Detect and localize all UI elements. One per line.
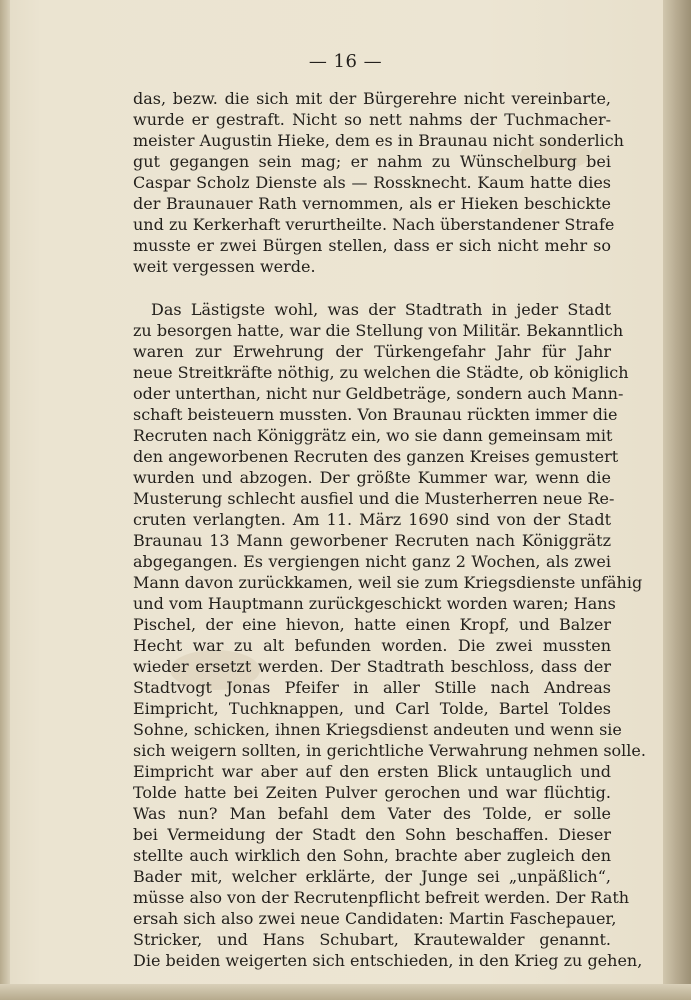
text-line: ersah sich also zwei neue Candidaten: Martin Faschepauer,: [133, 909, 617, 928]
text-line: neue Streitkräfte nöthig, zu welchen die Städte, ob königlich: [133, 363, 629, 382]
text-line: Recruten nach Königgrätz ein, wo sie dann gemeinsam mit: [133, 426, 613, 445]
text-line: zu besorgen hatte, war die Stellung von Militär. Bekanntlich: [133, 321, 624, 340]
page-binding-shadow: [0, 0, 10, 1000]
text-line: Hecht war zu alt befunden worden. Die zwei mussten: [133, 636, 611, 655]
text-line: Stadtvogt Jonas Pfeifer in aller Stille nach Andreas: [133, 678, 611, 697]
text-line: cruten verlangten. Am 11. März 1690 sind von der Stadt: [133, 510, 611, 529]
text-line: Die beiden weigerten sich entschieden, in den Krieg zu gehen,: [133, 951, 643, 970]
text-line: Caspar Scholz Dienste als — Rossknecht. Kaum hatte dies: [133, 173, 611, 192]
text-line: gut gegangen sein mag; er nahm zu Wünschelburg bei: [133, 152, 611, 171]
text-line: Das Lästigste wohl, was der Stadtrath in jeder Stadt: [151, 300, 611, 319]
text-line: bei Vermeidung der Stadt den Sohn beschaffen. Dieser: [133, 825, 611, 844]
text-line: sich weigern sollten, in gerichtliche Verwahrung nehmen solle.: [133, 741, 646, 760]
page-bottom-edge: [0, 984, 691, 1000]
text-line: und vom Hauptmann zurückgeschickt worden waren; Hans: [133, 594, 616, 613]
text-line: weit vergessen werde.: [133, 257, 316, 276]
text-line: musste er zwei Bürgen stellen, dass er sich nicht mehr so: [133, 236, 611, 255]
text-line: Bader mit, welcher erklärte, der Junge sei „unpäßlich“,: [133, 867, 611, 886]
page-text: [133, 88, 646, 971]
page-right-edge: [663, 0, 691, 1000]
text-line: schaft beisteuern mussten. Von Braunau rückten immer die: [133, 405, 618, 424]
text-line: oder unterthan, nicht nur Geldbeträge, sondern auch Mann-: [133, 384, 624, 403]
text-line: der Braunauer Rath vernommen, als er Hieken beschickte: [133, 194, 611, 213]
text-line: Pischel, der eine hievon, hatte einen Kropf, und Balzer: [133, 615, 611, 634]
text-line: abgegangen. Es vergiengen nicht ganz 2 Wochen, als zwei: [133, 552, 611, 571]
text-line: stellte auch wirklich den Sohn, brachte aber zugleich den: [133, 846, 611, 865]
text-line: Braunau 13 Mann geworbener Recruten nach Königgrätz: [133, 531, 611, 550]
paragraph: [133, 299, 646, 971]
text-line: müsse also von der Recrutenpflicht befreit werden. Der Rath: [133, 888, 630, 907]
text-line: das, bezw. die sich mit der Bürgerehre nicht vereinbarte,: [133, 89, 611, 108]
text-line: Was nun? Man befahl dem Vater des Tolde, er solle: [133, 804, 611, 823]
text-line: den angeworbenen Recruten des ganzen Kreises gemustert: [133, 447, 619, 466]
text-line: Mann davon zurückkamen, weil sie zum Kriegsdienste unfähig: [133, 573, 643, 592]
text-line: wurden und abzogen. Der größte Kummer war, wenn die: [133, 468, 611, 487]
text-line: Eimpricht, Tuchknappen, und Carl Tolde, Bartel Toldes: [133, 699, 611, 718]
text-line: Musterung schlecht ausfiel und die Musterherren neue Re-: [133, 489, 615, 508]
text-line: waren zur Erwehrung der Türkengefahr Jahr für Jahr: [133, 342, 611, 361]
text-line: und zu Kerkerhaft verurtheilte. Nach überstandener Strafe: [133, 215, 615, 234]
paragraph: [133, 88, 624, 277]
text-line: wurde er gestraft. Nicht so nett nahms der Tuchmacher-: [133, 110, 611, 129]
text-line: Tolde hatte bei Zeiten Pulver gerochen und war flüchtig.: [133, 783, 611, 802]
text-line: Eimpricht war aber auf den ersten Blick untauglich und: [133, 762, 611, 781]
text-line: Stricker, und Hans Schubart, Krautewalder genannt.: [133, 930, 611, 949]
text-line: Sohne, schicken, ihnen Kriegsdienst andeuten und wenn sie: [133, 720, 622, 739]
text-line: wieder ersetzt werden. Der Stadtrath beschloss, dass der: [133, 657, 611, 676]
page-number: — 16 —: [308, 51, 383, 72]
text-line: meister Augustin Hieke, dem es in Braunau nicht sonderlich: [133, 131, 624, 150]
